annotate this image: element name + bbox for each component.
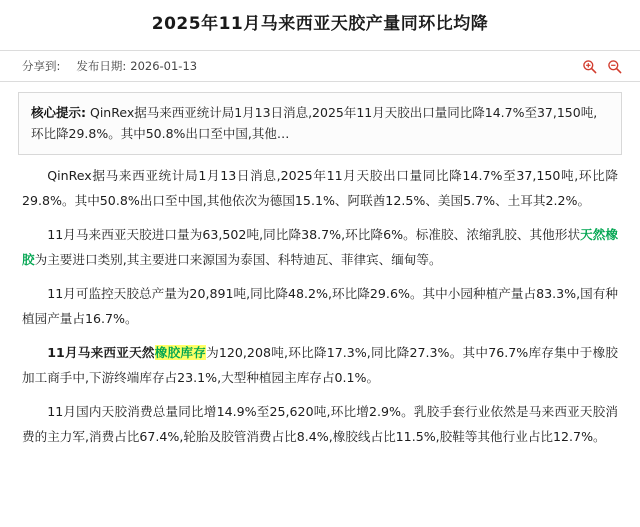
text-run: 11月可监控天胶总产量为20,891吨,同比降48.2%,环比降29.6%。其中小园种植产量占83.3%,国有种植园产量占16.7%。 [22,286,618,326]
publish-date-value: 2026-01-13 [130,59,198,73]
paragraph [22,281,618,331]
text-run: 为主要进口类别,其主要进口来源国为泰国、科特迪瓦、菲律宾、缅甸等。 [34,252,442,267]
summary-label: 核心提示: [31,105,86,120]
paragraph [22,399,618,449]
title-bar [0,0,640,50]
share-label: 分享到: [22,59,61,73]
paragraph [22,163,618,213]
zoom-in-icon[interactable] [582,59,597,74]
summary-box [18,92,622,155]
text-run: 11月国内天胶消费总量同比增14.9%至25,620吨,环比增2.9%。乳胶手套行业依然是马来西亚天胶消费的主力军,消费占比67.4%,轮胎及胶管消费占比8.4%,橡胶线占比11.5%,胶鞋等其他行业占比12.7%。 [22,404,618,444]
text-run: 为120,208吨,环比降17.3%,同比降27.3%。其中76.7%库存集中于橡胶加工商手中,下游终端库存占23.1%,大型种植园主库存占0.1%。 [22,345,619,385]
highlighted-term: 天然橡胶 [22,227,618,267]
highlighted-term: 橡胶库存 [154,345,207,360]
text-run: 11月马来西亚天胶进口量为63,502吨,同比降38.7%,环比降6%。标准胶、浓缩乳胶、其他形状 [47,227,581,242]
meta-bar [0,51,640,81]
paragraph [22,222,618,272]
paragraph [22,340,618,390]
publish-date-label: 发布日期: [76,59,127,73]
summary-text: QinRex据马来西亚统计局1月13日消息,2025年11月天胶出口量同比降14.7%至37,150吨,环比降29.8%。其中50.8%出口至中国,其他… [31,105,598,141]
summary-wrap [0,82,640,155]
article-body [0,155,640,449]
highlighted-term: 11月马来西亚天然 [47,345,155,360]
zoom-controls [582,59,622,74]
text-run: QinRex据马来西亚统计局1月13日消息,2025年11月天胶出口量同比降14.7%至37,150吨,环比降29.8%。其中50.8%出口至中国,其他依次为德国15.1%、阿联酋12.5%、美国5.7%、土耳其2.2%。 [22,168,618,208]
page-title: 2025年11月马来西亚天胶产量同环比均降 [151,14,489,34]
zoom-out-icon[interactable] [607,59,622,74]
